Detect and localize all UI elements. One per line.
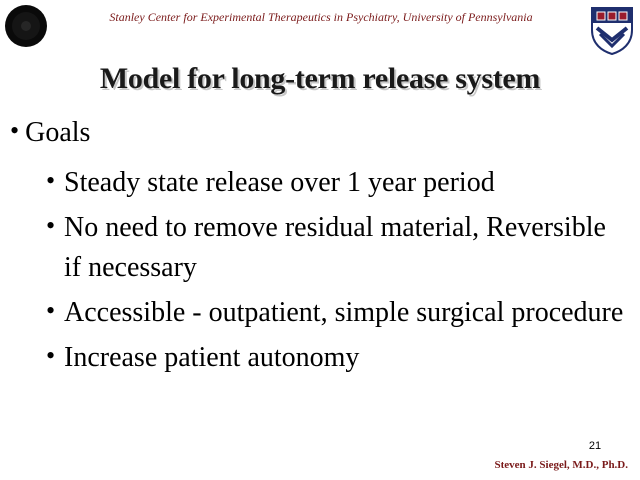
slide-title: Model for long-term release system xyxy=(99,62,541,95)
list-item xyxy=(46,338,626,378)
goals-list xyxy=(46,163,626,383)
list-item-text: No need to remove residual material, Reversible if necessary xyxy=(64,212,606,283)
header-institution: Stanley Center for Experimental Therapeutics in Psychiatry, University of Pennsylvania xyxy=(109,10,533,24)
author-credit: Steven J. Siegel, M.D., Ph.D. xyxy=(494,459,628,471)
penn-shield-icon xyxy=(588,4,636,56)
list-item-text: Accessible - outpatient, simple surgical procedure xyxy=(64,297,624,328)
bullet-dot: • xyxy=(46,211,56,240)
bullet-dot: • xyxy=(46,341,56,370)
goals-label: Goals xyxy=(25,117,91,148)
list-item xyxy=(46,208,626,288)
goals-bullet xyxy=(10,117,90,149)
bullet-dot: • xyxy=(10,116,20,145)
list-item xyxy=(46,163,626,203)
bullet-dot: • xyxy=(46,296,56,325)
list-item-text: Increase patient autonomy xyxy=(64,342,360,373)
list-item-text: Steady state release over 1 year period xyxy=(64,167,495,198)
page-number: 21 xyxy=(588,440,602,452)
bullet-dot: • xyxy=(46,166,56,195)
list-item xyxy=(46,293,626,333)
round-seal-icon xyxy=(4,4,48,48)
